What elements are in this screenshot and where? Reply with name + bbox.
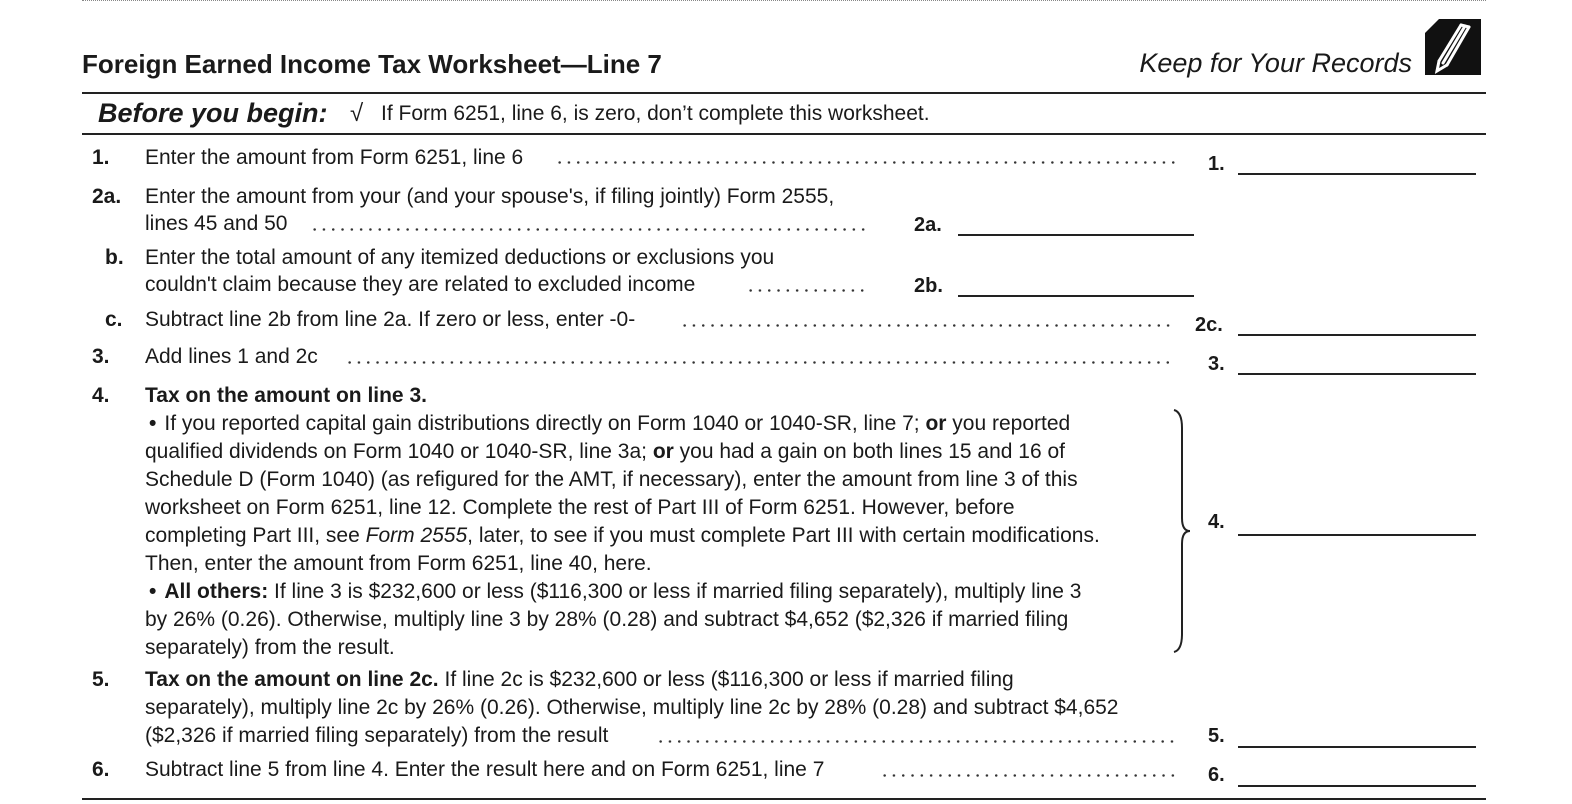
line-6-field[interactable]	[1238, 785, 1476, 787]
line-1-field[interactable]	[1238, 173, 1476, 175]
line-6-number: 6.	[92, 758, 110, 781]
line-5-field[interactable]	[1238, 746, 1476, 748]
line-3-field-label: 3.	[1208, 353, 1225, 375]
line-2c-number: c.	[105, 308, 123, 331]
line-2a-number: 2a.	[92, 185, 122, 208]
line-6-text: Subtract line 5 from line 4. Enter the result here and on Form 6251, line 7	[145, 758, 825, 781]
line-4-bullet-2-line-1: • All others: If line 3 is $232,600 or less ($116,300 or less if married filing separately), multiply line 3	[145, 578, 1081, 606]
line-4-bullet-2-line-2: by 26% (0.26). Otherwise, multiply line 3 by 28% (0.28) and subtract $4,652 ($2,326 if married filing	[145, 608, 1069, 631]
line-2a-text-2: lines 45 and 50	[145, 212, 288, 235]
line-4-heading: Tax on the amount on line 3.	[145, 384, 427, 407]
line-2a-field-label: 2a.	[914, 214, 942, 236]
line-2c-field-label: 2c.	[1195, 314, 1223, 336]
line-5-line-3: ($2,326 if married filing separately) from the result	[145, 724, 609, 747]
line-1-number: 1.	[92, 146, 110, 169]
line-3-leader	[345, 361, 1175, 364]
line-4-bullet-1-line-1: • If you reported capital gain distributions directly on Form 1040 or 1040-SR, line 7; or you reported	[145, 410, 1070, 438]
line-2b-field[interactable]	[958, 295, 1194, 297]
before-rule	[82, 133, 1486, 135]
line-2a-text-1: Enter the amount from your (and your spouse's, if filing jointly) Form 2555,	[145, 185, 835, 208]
line-5-number: 5.	[92, 668, 110, 691]
bullet-icon: •	[149, 580, 157, 603]
bullet-icon: •	[149, 412, 157, 435]
form-2555-reference: Form 2555	[365, 524, 468, 547]
line-4-field-label: 4.	[1208, 511, 1225, 533]
line-4-bullet-1-line-4: worksheet on Form 6251, line 12. Complete the rest of Part III of Form 6251. However, before	[145, 496, 1015, 519]
header-rule	[82, 92, 1486, 94]
line-4-field[interactable]	[1238, 534, 1476, 536]
line-2b-text-1: Enter the total amount of any itemized deductions or exclusions you	[145, 246, 775, 269]
line-2a-field[interactable]	[958, 234, 1194, 236]
top-border	[82, 0, 1486, 1]
line-2b-leader	[746, 289, 866, 292]
line-2c-field[interactable]	[1238, 334, 1476, 336]
line-4-bullet-1-line-2: qualified dividends on Form 1040 or 1040-SR, line 3a; or you had a gain on both lines 15 and 16 of	[145, 440, 1065, 463]
line-5-line-1: Tax on the amount on line 2c. If line 2c is $232,600 or less ($116,300 or less if married filing	[145, 668, 1014, 691]
line-4-bullet-1-line-3: Schedule D (Form 1040) (as refigured for the AMT, if necessary), enter the amount from line 3 of this	[145, 468, 1078, 491]
line-1-leader	[555, 161, 1175, 164]
line-5-leader	[656, 740, 1175, 743]
line-3-field[interactable]	[1238, 373, 1476, 375]
line-4-bullet-1-line-6: Then, enter the amount from Form 6251, line 40, here.	[145, 552, 652, 575]
line-2c-text: Subtract line 2b from line 2a. If zero or less, enter -0-	[145, 308, 636, 331]
line-4-bullet-1-line-5: completing Part III, see Form 2555, later, to see if you must complete Part III with certain modifications.	[145, 524, 1100, 547]
line-2b-number: b.	[105, 246, 124, 269]
line-4-number: 4.	[92, 384, 110, 407]
before-you-begin-text: If Form 6251, line 6, is zero, don’t complete this worksheet.	[381, 102, 930, 125]
line-1-text: Enter the amount from Form 6251, line 6	[145, 146, 524, 169]
line-3-text: Add lines 1 and 2c	[145, 345, 318, 368]
line-6-leader	[880, 774, 1175, 777]
line-2a-leader	[310, 228, 865, 231]
line-2b-text-2: couldn't claim because they are related to excluded income	[145, 273, 696, 296]
line-4-bullet-2-line-3: separately) from the result.	[145, 636, 395, 659]
line-3-number: 3.	[92, 345, 110, 368]
line-2b-field-label: 2b.	[914, 275, 943, 297]
bottom-rule	[82, 798, 1486, 800]
before-you-begin-label: Before you begin:	[98, 98, 328, 128]
worksheet-title: Foreign Earned Income Tax Worksheet—Line 7	[82, 49, 662, 79]
line-5-field-label: 5.	[1208, 725, 1225, 747]
check-icon: √	[350, 100, 364, 127]
pencil-icon	[1425, 19, 1481, 75]
line-6-field-label: 6.	[1208, 764, 1225, 786]
line-4-brace	[1168, 408, 1194, 654]
line-5-line-2: separately), multiply line 2c by 26% (0.26). Otherwise, multiply line 2c by 28% (0.28) and subtract $4,652	[145, 696, 1119, 719]
line-1-field-label: 1.	[1208, 153, 1225, 175]
line-2c-leader	[680, 324, 1175, 327]
keep-for-records: Keep for Your Records	[1139, 48, 1412, 78]
